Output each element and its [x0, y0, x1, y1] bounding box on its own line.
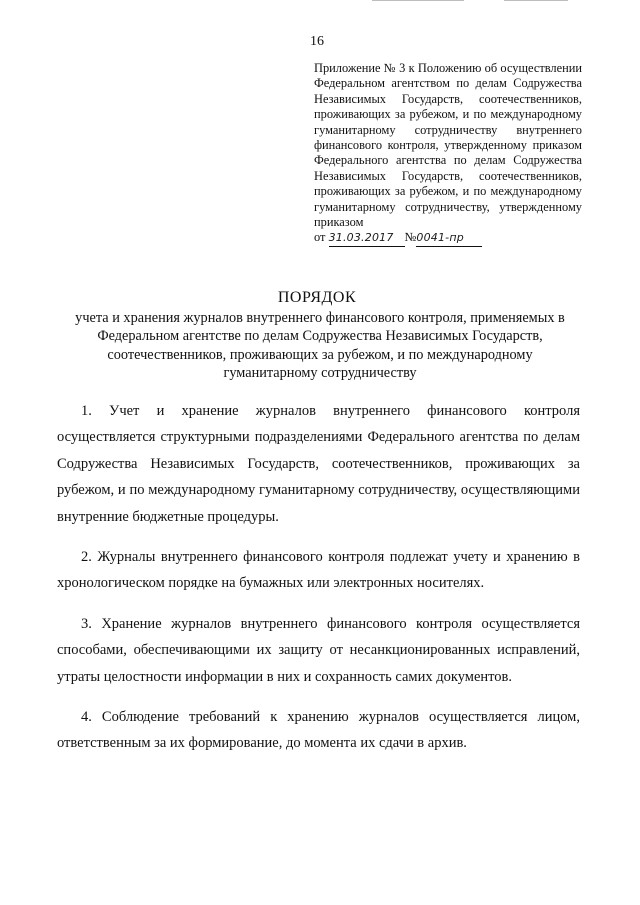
- paragraph-4: 4. Соблюдение требований к хранению журналов осуществляется лицом, ответственным за их формирование, до момента их сдачи в архив.: [57, 709, 580, 752]
- order-body: [57, 398, 580, 771]
- scan-edge-line-right: [504, 0, 568, 1]
- appendix-text: Приложение № 3 к Положению об осуществлении Федеральном агентством по делам Содружества Независимых Государств, соотечественников, проживающих за рубежом, и по международному гуманитарному сотрудничеству внутреннего финансового контроля, утвержденному приказом Федерального агентства по делам Содружества Независимых Государств, соотечественников, проживающих за рубежом, и по международному гуманитарному сотрудничеству, утвержденному приказом: [314, 61, 582, 230]
- appendix-block: [314, 61, 582, 247]
- order-subtitle: учета и хранения журналов внутреннего финансового контроля, применяемых в Федеральном агентстве по делам Содружества Независимых Государств, соотечественников, проживающих за рубежом, и по международному гуманитарному сотрудничеству: [75, 310, 565, 382]
- date-prefix: от: [314, 230, 326, 245]
- date-underline: [329, 230, 405, 246]
- handwritten-date: 31.03.2017: [328, 231, 394, 245]
- paragraph-1: 1. Учет и хранение журналов внутреннего финансового контроля осуществляется структурными подразделениями Федерального агентства по делам Содружества Независимых Государств, соотечественников, проживающих за рубежом, и по международному гуманитарному сотрудничеству, осуществляющими внутренние бюджетные процедуры.: [57, 403, 580, 525]
- scan-edge-line-left: [372, 0, 464, 1]
- paragraph-3: 3. Хранение журналов внутреннего финансового контроля осуществляется способами, обеспечивающими их защиту от несанкционированных исправлений, утраты целостности информации в них и сохранность самих документов.: [57, 615, 580, 685]
- handwritten-number: 0041-пр: [416, 231, 464, 245]
- page-number: 16: [310, 34, 324, 49]
- number-prefix: №: [404, 230, 417, 245]
- order-title: ПОРЯДОК: [277, 289, 357, 306]
- number-underline: [416, 230, 482, 246]
- appendix-date-line: [314, 230, 582, 246]
- paragraph-2: 2. Журналы внутреннего финансового контроля подлежат учету и хранению в хронологическом порядке на бумажных или электронных носителях.: [57, 549, 580, 592]
